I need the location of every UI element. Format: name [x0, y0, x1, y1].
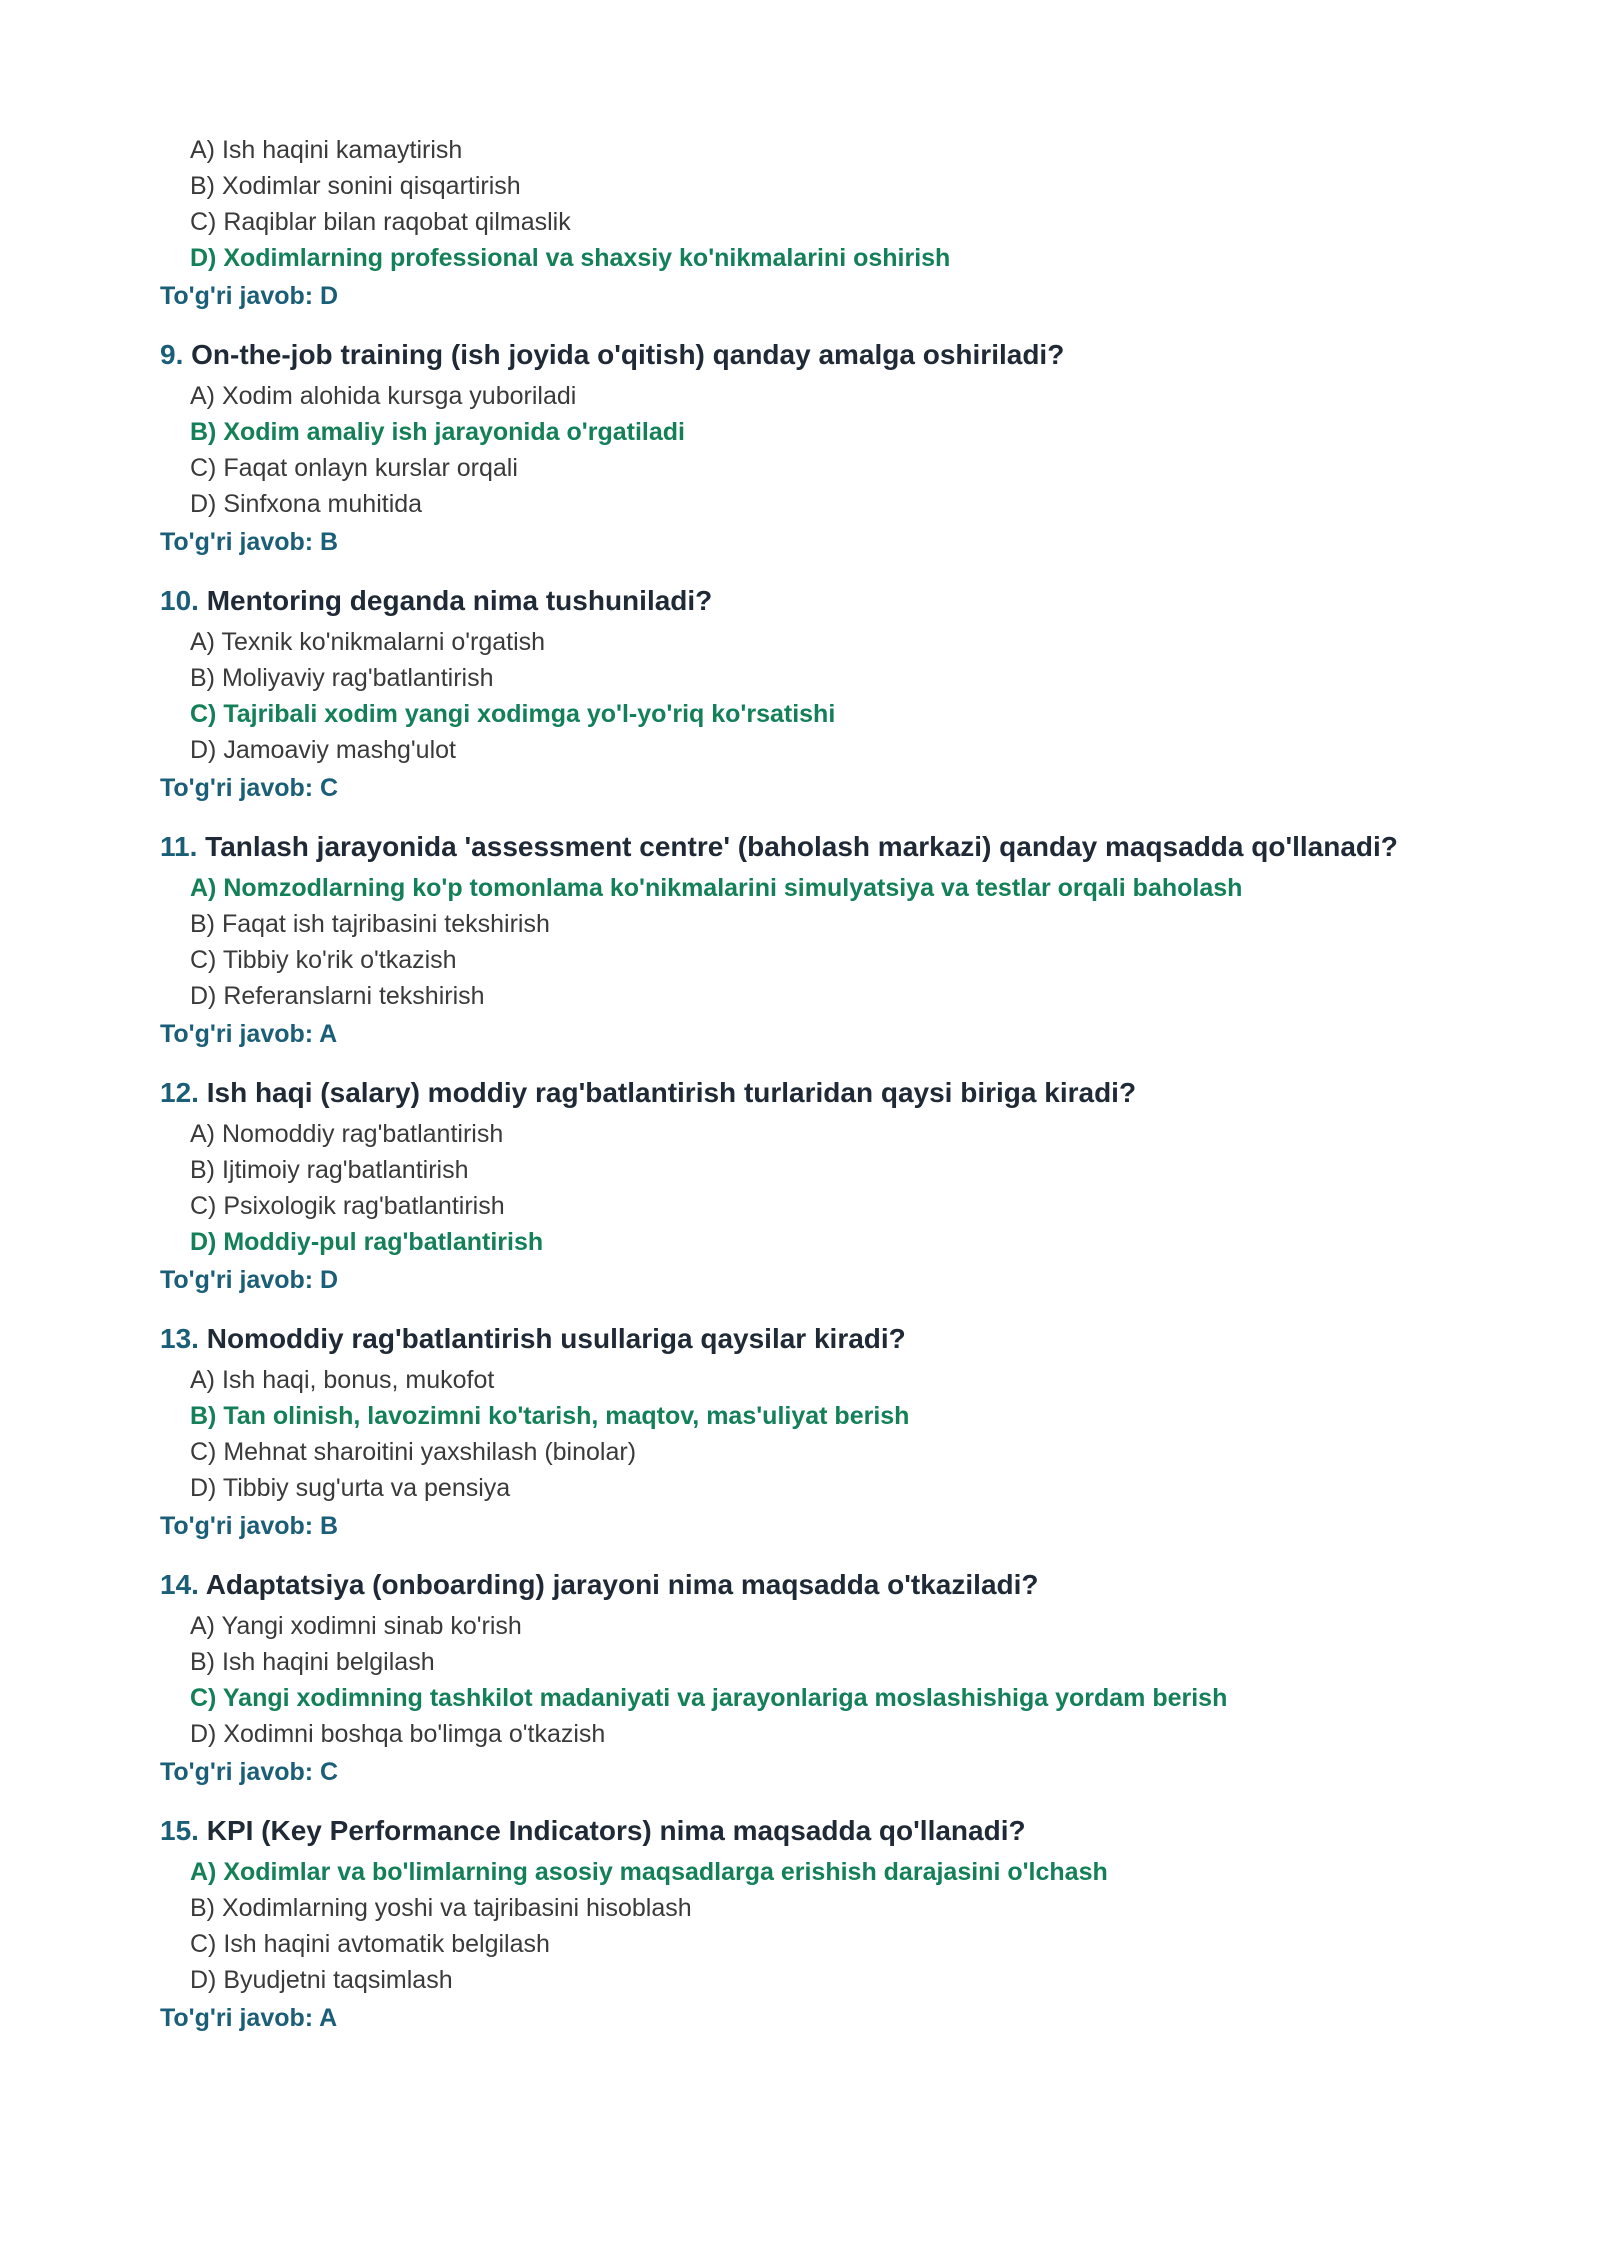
- question-number: 13.: [160, 1323, 199, 1354]
- correct-answer-label: To'g'ri javob: A: [160, 2004, 338, 2032]
- option-list: [160, 870, 1440, 1014]
- question-text: [160, 337, 1440, 372]
- option-a: A) Ish haqini kamaytirish: [190, 136, 463, 164]
- option-d-correct: D) Moddiy-pul rag'batlantirish: [190, 1228, 544, 1256]
- question-number: 15.: [160, 1815, 199, 1846]
- option-a: A) Xodim alohida kursga yuboriladi: [190, 382, 577, 410]
- question-text: [160, 1567, 1440, 1602]
- question-body: Tanlash jarayonida 'assessment centre' (baholash markazi) qanday maqsadda qo'llanadi?: [205, 831, 1398, 862]
- question-block-14: [160, 1567, 1440, 1790]
- option-c-correct: C) Yangi xodimning tashkilot madaniyati va jarayonlariga moslashishiga yordam berish: [190, 1684, 1228, 1712]
- option-c: C) Ish haqini avtomatik belgilash: [190, 1930, 550, 1958]
- question-text: [160, 1321, 1440, 1356]
- question-block-9: [160, 337, 1440, 560]
- question-number: 10.: [160, 585, 199, 616]
- question-body: Adaptatsiya (onboarding) jarayoni nima maqsadda o'tkaziladi?: [205, 1569, 1039, 1600]
- question-block-12: [160, 1075, 1440, 1298]
- option-d: D) Tibbiy sug'urta va pensiya: [190, 1474, 511, 1502]
- option-c-correct: C) Tajribali xodim yangi xodimga yo'l-yo'riq ko'rsatishi: [190, 700, 836, 728]
- option-d: D) Jamoaviy mashg'ulot: [190, 736, 456, 764]
- option-b: B) Ijtimoiy rag'batlantirish: [190, 1156, 469, 1184]
- option-list: [160, 378, 1440, 522]
- question-block-13: [160, 1321, 1440, 1544]
- question-text: [160, 1813, 1440, 1848]
- option-b: B) Moliyaviy rag'batlantirish: [190, 664, 494, 692]
- question-body: On-the-job training (ish joyida o'qitish) qanday amalga oshiriladi?: [191, 339, 1065, 370]
- option-list: [160, 132, 1440, 276]
- option-a-correct: A) Nomzodlarning ko'p tomonlama ko'nikmalarini simulyatsiya va testlar orqali baholash: [190, 874, 1243, 902]
- question-body: KPI (Key Performance Indicators) nima maqsadda qo'llanadi?: [206, 1815, 1026, 1846]
- option-c: C) Psixologik rag'batlantirish: [190, 1192, 505, 1220]
- correct-answer-label: To'g'ri javob: D: [160, 282, 339, 310]
- option-d: D) Byudjetni taqsimlash: [190, 1966, 453, 1994]
- question-block-11: [160, 829, 1440, 1052]
- question-body: Mentoring deganda nima tushuniladi?: [206, 585, 713, 616]
- option-d: D) Referanslarni tekshirish: [190, 982, 485, 1010]
- option-a: A) Texnik ko'nikmalarni o'rgatish: [190, 628, 546, 656]
- option-c: C) Mehnat sharoitini yaxshilash (binolar): [190, 1438, 637, 1466]
- question-body: Nomoddiy rag'batlantirish usullariga qaysilar kiradi?: [206, 1323, 906, 1354]
- correct-answer-label: To'g'ri javob: C: [160, 774, 339, 802]
- option-d: D) Sinfxona muhitida: [190, 490, 423, 518]
- option-b-correct: B) Tan olinish, lavozimni ko'tarish, maqtov, mas'uliyat berish: [190, 1402, 910, 1430]
- option-list: [160, 624, 1440, 768]
- option-a: A) Ish haqi, bonus, mukofot: [190, 1366, 495, 1394]
- correct-answer-label: To'g'ri javob: B: [160, 1512, 339, 1540]
- question-number: 9.: [160, 339, 184, 370]
- question-text: [160, 1075, 1440, 1110]
- quiz-page: [160, 132, 1440, 2036]
- option-d: D) Xodimni boshqa bo'limga o'tkazish: [190, 1720, 606, 1748]
- option-b: B) Xodimlar sonini qisqartirish: [190, 172, 521, 200]
- correct-answer-label: To'g'ri javob: C: [160, 1758, 339, 1786]
- question-text: [160, 583, 1440, 618]
- option-c: C) Raqiblar bilan raqobat qilmaslik: [190, 208, 571, 236]
- question-text: [160, 829, 1440, 864]
- option-a: A) Yangi xodimni sinab ko'rish: [190, 1612, 522, 1640]
- correct-answer-label: To'g'ri javob: B: [160, 528, 339, 556]
- question-number: 14.: [160, 1569, 199, 1600]
- option-d-correct: D) Xodimlarning professional va shaxsiy ko'nikmalarini oshirish: [190, 244, 951, 272]
- option-b: B) Xodimlarning yoshi va tajribasini hisoblash: [190, 1894, 692, 1922]
- option-a-correct: A) Xodimlar va bo'limlarning asosiy maqsadlarga erishish darajasini o'lchash: [190, 1858, 1108, 1886]
- correct-answer-label: To'g'ri javob: D: [160, 1266, 339, 1294]
- option-list: [160, 1854, 1440, 1998]
- question-number: 12.: [160, 1077, 199, 1108]
- question-number: 11.: [160, 831, 198, 862]
- option-list: [160, 1116, 1440, 1260]
- option-b: B) Ish haqini belgilash: [190, 1648, 435, 1676]
- question-block-10: [160, 583, 1440, 806]
- correct-answer-label: To'g'ri javob: A: [160, 1020, 338, 1048]
- question-block-carryover: [160, 132, 1440, 314]
- option-list: [160, 1362, 1440, 1506]
- option-c: C) Tibbiy ko'rik o'tkazish: [190, 946, 457, 974]
- question-block-15: [160, 1813, 1440, 2036]
- option-a: A) Nomoddiy rag'batlantirish: [190, 1120, 504, 1148]
- option-c: C) Faqat onlayn kurslar orqali: [190, 454, 518, 482]
- option-list: [160, 1608, 1440, 1752]
- option-b: B) Faqat ish tajribasini tekshirish: [190, 910, 550, 938]
- option-b-correct: B) Xodim amaliy ish jarayonida o'rgatiladi: [190, 418, 685, 446]
- question-body: Ish haqi (salary) moddiy rag'batlantirish turlaridan qaysi biriga kiradi?: [206, 1077, 1137, 1108]
